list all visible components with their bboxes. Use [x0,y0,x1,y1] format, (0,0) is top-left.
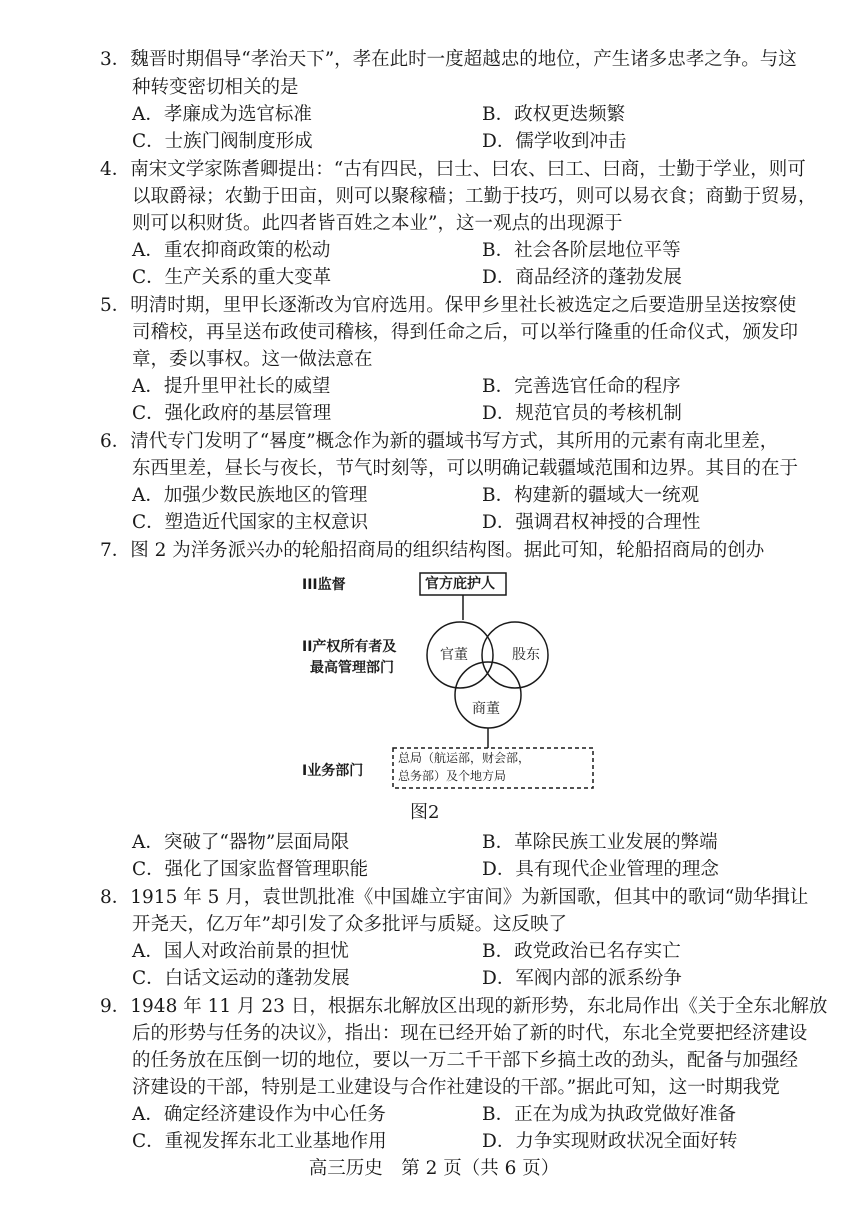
q7-option-b: B．革除民族工业发展的弊端 [482,832,718,853]
q5-option-d: D．规范官员的考核机制 [482,403,682,424]
q9-stem-line-3: 的任务放在压倒一切的地位，要以一万二千干部下乡搞土改的劲头，配备与加强经 [132,1050,799,1071]
q3-option-b: B．政权更迭频繁 [482,104,626,125]
q6-stem-line-2: 东西里差，昼长与夜长，节气时刻等，可以明确记载疆域范围和边界。其目的在于 [132,458,799,479]
q9-stem-line-2: 后的形势与任务的决议》，指出：现在已经开始了新的时代，东北全党要把经济建设 [132,1023,808,1044]
q8-stem-line-1: 8．1915 年 5 月，袁世凯批准《中国雄立宇宙间》为新国歌，但其中的歌词“勋华揖让 [100,887,809,908]
q9-option-c: C．重视发挥东北工业基地作用 [132,1131,387,1152]
level-2-label-line-2: 最高管理部门 [310,660,394,676]
q4-option-c: C．生产关系的重大变革 [132,267,332,288]
q6-option-d: D．强调君权神授的合理性 [482,512,701,533]
q8-option-b: B．政党政治已名存实亡 [482,941,681,962]
q7-option-a: A．突破了“器物”层面局限 [132,832,350,853]
q8-option-c: C．白话文运动的蓬勃发展 [132,968,350,989]
q4-option-b: B．社会各阶层地位平等 [482,240,681,261]
q9-option-a: A．确定经济建设作为中心任务 [132,1104,386,1125]
level-3-label: III监督 [302,577,346,593]
top-box-text: 官方庇护人 [425,576,495,592]
q3-option-a: A．孝廉成为选官标准 [132,104,312,125]
q7-option-d: D．具有现代企业管理的理念 [482,859,719,880]
q5-option-c: C．强化政府的基层管理 [132,403,332,424]
circle-left-label: 官董 [440,647,468,663]
q9-stem-line-4: 济建设的干部，特别是工业建设与合作社建设的干部。”据此可知，这一时期我党 [132,1077,780,1098]
q4-option-d: D．商品经济的蓬勃发展 [482,267,682,288]
q5-option-b: B．完善选官任命的程序 [482,376,681,397]
q5-stem-line-1: 5．明清时期，里甲长逐渐改为官府选用。保甲乡里社长被选定之后要造册呈送按察使 [100,295,797,316]
q7-option-c: C．强化了国家监督管理职能 [132,859,369,880]
q3-option-d: D．儒学收到冲击 [482,131,627,152]
bottom-box-text-line-2: 总务部）及个地方局 [398,769,507,783]
q4-stem-line-2: 以取爵禄；农勤于田亩，则可以聚稼穑；工勤于技巧，则可以易衣食；商勤于贸易， [132,186,817,207]
q6-option-a: A．加强少数民族地区的管理 [132,485,368,506]
q3-stem-line-2: 种转变密切相关的是 [132,77,299,98]
q4-option-a: A．重农抑商政策的松动 [132,240,331,261]
q9-option-b: B．正在为成为执政党做好准备 [482,1104,737,1125]
q3-option-c: C．士族门阀制度形成 [132,131,313,152]
q8-option-d: D．军阀内部的派系纷争 [482,968,682,989]
q9-stem-line-1: 9．1948 年 11 月 23 日，根据东北解放区出现的新形势，东北局作出《关于全东北解放 [100,996,828,1017]
figure-caption: 图2 [410,802,440,823]
level-1-label: I业务部门 [302,763,364,779]
q5-stem-line-3: 章，委以事权。这一做法意在 [132,349,373,370]
q6-option-c: C．塑造近代国家的主权意识 [132,512,369,533]
q4-stem-line-3: 则可以积财货。此四者皆百姓之本业”，这一观点的出现源于 [132,213,623,234]
level-2-label-line-1: II产权所有者及 [302,639,397,655]
q8-option-a: A．国人对政治前景的担忧 [132,941,349,962]
q3-stem-line-1: 3．魏晋时期倡导“孝治天下”，孝在此时一度超越忠的地位，产生诸多忠孝之争。与这 [100,49,797,70]
figure-2-org-chart [290,570,620,795]
q6-stem-line-1: 6．清代专门发明了“晷度”概念作为新的疆域书写方式，其所用的元素有南北里差， [100,431,779,452]
page-footer: 高三历史 第 2 页（共 6 页） [308,1158,560,1179]
q9-option-d: D．力争实现财政状况全面好转 [482,1131,738,1152]
q6-option-b: B．构建新的疆域大一统观 [482,485,700,506]
q4-stem-line-1: 4．南宋文学家陈耆卿提出：“古有四民，曰士、曰农、曰工、曰商，士勤于学业，则可 [100,159,806,180]
q7-stem-line-1: 7．图 2 为洋务派兴办的轮船招商局的组织结构图。据此可知，轮船招商局的创办 [100,540,765,561]
circle-right-label: 股东 [512,647,540,663]
circle-bottom-label: 商董 [472,701,500,717]
q8-stem-line-2: 开尧天，亿万年”却引发了众多批评与质疑。这反映了 [132,914,567,935]
bottom-box-text-line-1: 总局（航运部，财会部， [398,751,531,765]
q5-stem-line-2: 司稽校，再呈送布政使司稽核，得到任命之后，可以举行隆重的任命仪式，颁发印 [132,322,799,343]
q5-option-a: A．提升里甲社长的威望 [132,376,331,397]
